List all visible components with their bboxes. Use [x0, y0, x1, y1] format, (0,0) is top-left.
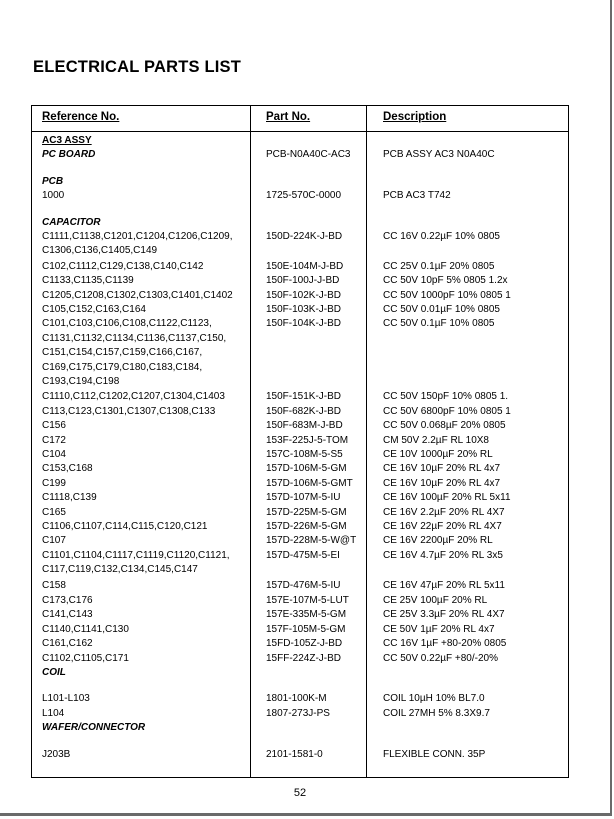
description-cell: PCB AC3 T742 [383, 190, 451, 202]
reference-cell: C1140,C1141,C130 [42, 623, 129, 635]
header-divider [32, 131, 568, 132]
reference-cell: C161,C162 [42, 638, 93, 650]
description-cell: CE 16V 10µF 20% RL 4x7 [383, 463, 501, 475]
part-number-cell: 157D-106M-5-GM [266, 463, 347, 475]
part-number-cell: 150F-100J-J-BD [266, 275, 340, 287]
part-number-cell: 1725-570C-0000 [266, 190, 342, 202]
reference-cell: J203B [42, 748, 71, 760]
part-number-cell: 157E-335M-5-GM [266, 609, 347, 621]
description-cell: COIL 27MH 5% 8.3X9.7 [383, 707, 490, 719]
description-cell: CM 50V 2.2µF RL 10X8 [383, 434, 489, 446]
header-part: Part No. [266, 111, 311, 123]
reference-cell: C1110,C112,C1202,C1207,C1304,C1403 [42, 391, 225, 403]
description-cell: CC 50V 1000pF 10% 0805 1 [383, 289, 511, 301]
part-number-cell: PCB-N0A40C-AC3 [266, 149, 351, 161]
description-cell: PCB ASSY AC3 N0A40C [383, 149, 495, 161]
reference-cell: 1000 [42, 190, 65, 202]
section-label: AC3 ASSY [42, 135, 92, 146]
description-cell: CC 16V 1µF +80-20% 0805 [383, 638, 507, 650]
page-number: 52 [293, 787, 307, 799]
reference-cell: L101-L103 [42, 693, 90, 705]
part-number-cell: 150F-102K-J-BD [266, 289, 342, 301]
section-label: WAFER/CONNECTOR [42, 722, 146, 734]
section-label: CAPACITOR [42, 216, 101, 228]
description-cell: CC 50V 0.22µF +80/-20% [383, 652, 498, 664]
reference-cell: C105,C152,C163,C164 [42, 304, 146, 315]
header-reference: Reference No. [42, 111, 120, 123]
reference-cell: C1111,C1138,C1201,C1204,C1206,C1209, C1306,C136,C1405,C149 [42, 231, 233, 257]
part-number-cell: 150F-151K-J-BD [266, 391, 342, 403]
part-number-cell: 157D-476M-5-IU [266, 579, 341, 591]
description-cell: CE 16V 100µF 20% RL 5x11 [383, 492, 511, 504]
reference-cell: C107 [42, 535, 66, 547]
description-cell: CE 10V 1000µF 20% RL [383, 449, 493, 460]
part-number-cell: 150F-104K-J-BD [266, 318, 342, 330]
reference-cell: C104 [42, 449, 66, 460]
description-cell: CE 16V 2.2µF 20% RL 4X7 [383, 506, 505, 518]
parts-table [31, 105, 569, 778]
section-label: PC BOARD [42, 149, 96, 161]
page-title: ELECTRICAL PARTS LIST [33, 58, 242, 76]
reference-cell: C1133,C1135,C1139 [42, 275, 134, 287]
part-number-cell: 157D-475M-5-EI [266, 549, 340, 561]
part-number-cell: 157D-226M-5-GM [266, 521, 347, 532]
part-number-cell: 157D-228M-5-W@T [266, 535, 357, 547]
part-number-cell: 150D-224K-J-BD [266, 231, 343, 242]
description-cell: CC 50V 10pF 5% 0805 1.2x [383, 275, 508, 287]
description-cell: COIL 10µH 10% BL7.0 [383, 693, 485, 705]
description-cell: CC 16V 0.22µF 10% 0805 [383, 231, 500, 242]
description-cell: CC 50V 0.068µF 20% 0805 [383, 420, 506, 432]
part-number-cell: 15FD-105Z-J-BD [266, 638, 343, 650]
part-number-cell: 150E-104M-J-BD [266, 260, 344, 272]
reference-cell: C1106,C1107,C114,C115,C120,C121 [42, 521, 208, 532]
description-cell: CE 16V 4.7µF 20% RL 3x5 [383, 549, 503, 561]
part-number-cell: 157F-105M-5-GM [266, 623, 346, 635]
part-number-cell: 150F-683M-J-BD [266, 420, 343, 432]
description-cell: CC 50V 0.01µF 10% 0805 [383, 304, 500, 315]
description-cell: CE 25V 3.3µF 20% RL 4X7 [383, 609, 505, 621]
description-cell: CE 16V 22µF 20% RL 4X7 [383, 521, 502, 532]
reference-cell: L104 [42, 707, 65, 719]
reference-cell: C1118,C139 [42, 492, 97, 504]
description-cell: CC 50V 0.1µF 10% 0805 [383, 318, 495, 330]
section-label: PCB [42, 175, 64, 187]
part-number-cell: 157D-225M-5-GM [266, 506, 347, 518]
part-number-cell: 157C-108M-5-S5 [266, 449, 343, 460]
reference-cell: C199 [42, 477, 66, 489]
reference-cell: C153,C168 [42, 463, 93, 475]
reference-cell: C1101,C1104,C1117,C1119,C1120,C1121, C117,C119,C132,C134,C145,C147 [42, 549, 230, 576]
description-cell: CE 16V 47µF 20% RL 5x11 [383, 579, 505, 591]
reference-cell: C172 [42, 434, 66, 446]
part-number-cell: 157D-107M-5-IU [266, 492, 341, 504]
reference-cell: C165 [42, 506, 66, 518]
description-cell: CE 25V 100µF 20% RL [383, 595, 488, 606]
part-number-cell: 2101-1581-0 [266, 748, 323, 760]
description-cell: CE 16V 10µF 20% RL 4x7 [383, 477, 501, 489]
section-label: COIL [42, 667, 66, 678]
reference-cell: C102,C1112,C129,C138,C140,C142 [42, 260, 204, 272]
header-description: Description [383, 111, 447, 123]
part-number-cell: 1807-273J-PS [266, 707, 330, 719]
description-cell: FLEXIBLE CONN. 35P [383, 748, 486, 760]
description-cell: CE 50V 1µF 20% RL 4x7 [383, 623, 495, 635]
part-number-cell: 1801-100K-M [266, 693, 327, 705]
part-number-cell: 150F-103K-J-BD [266, 304, 342, 315]
description-cell: CC 25V 0.1µF 20% 0805 [383, 260, 495, 272]
reference-cell: C173,C176 [42, 595, 93, 606]
reference-cell: C1102,C1105,C171 [42, 652, 129, 664]
part-number-cell: 15FF-224Z-J-BD [266, 652, 342, 664]
reference-cell: C141,C143 [42, 609, 93, 621]
reference-cell: C158 [42, 579, 66, 591]
part-number-cell: 153F-225J-5-TOM [266, 434, 349, 446]
part-number-cell: 157D-106M-5-GMT [266, 477, 353, 489]
description-cell: CC 50V 6800pF 10% 0805 1 [383, 405, 511, 417]
reference-cell: C156 [42, 420, 66, 432]
reference-cell: C1205,C1208,C1302,C1303,C1401,C1402 [42, 289, 233, 301]
reference-cell: C101,C103,C106,C108,C1122,C1123, C1131,C1132,C1134,C1136,C1137,C150, C151,C154,C157,C159,C166,C167, C169,C175,C179,C180,C183,C184, C193,C194,C198 [42, 318, 227, 388]
part-number-cell: 157E-107M-5-LUT [266, 595, 349, 606]
description-cell: CE 16V 2200µF 20% RL [383, 535, 493, 547]
reference-cell: C113,C123,C1301,C1307,C1308,C133 [42, 405, 216, 417]
description-cell: CC 50V 150pF 10% 0805 1. [383, 391, 509, 403]
part-number-cell: 150F-682K-J-BD [266, 405, 342, 417]
